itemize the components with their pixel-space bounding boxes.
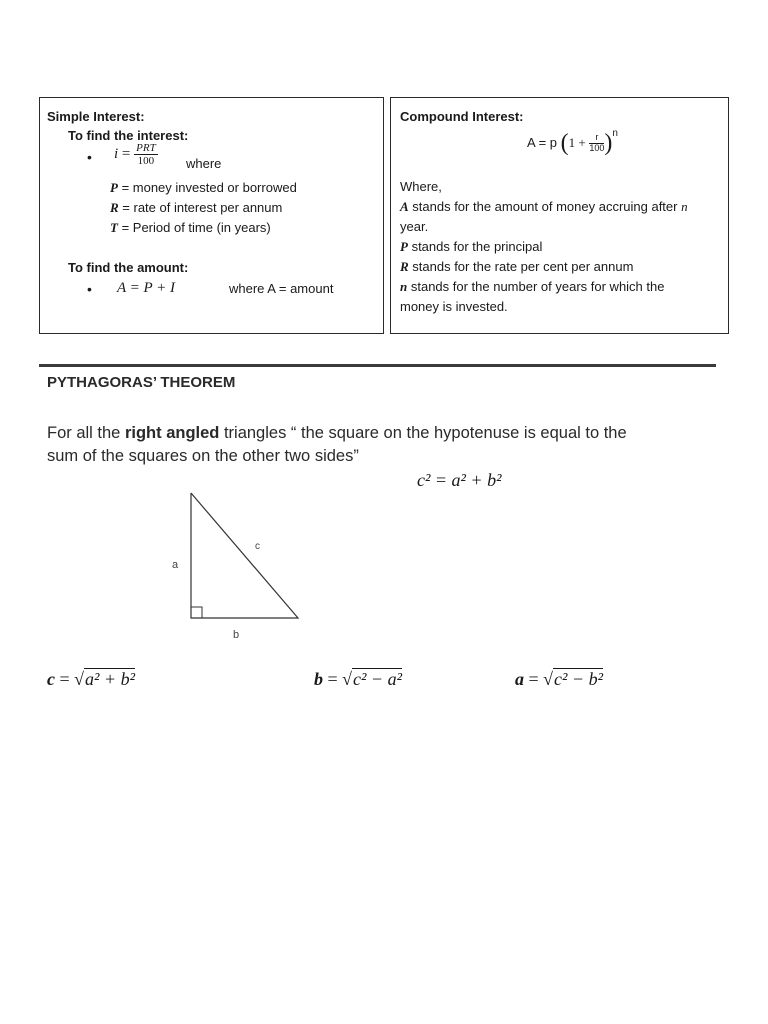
pythagoras-para-line1 <box>47 424 627 443</box>
side-label-a: a <box>172 559 179 571</box>
find-interest-heading: To find the interest: <box>68 128 189 143</box>
compound-p-desc: stands for the principal <box>407 239 543 254</box>
formula-fraction <box>134 142 158 167</box>
compound-r-desc: stands for the rate per cent per annum <box>408 259 634 274</box>
compound-one: 1 + <box>568 135 586 150</box>
formula-i: i <box>114 146 119 163</box>
compound-line-year: year. <box>400 219 429 234</box>
var-r <box>110 200 282 216</box>
pythagoras-para-line2: sum of the squares on the other two sides” <box>47 447 359 465</box>
section-divider <box>39 364 716 367</box>
compound-where: Where, <box>400 179 442 194</box>
var-p-symbol: P <box>110 180 118 195</box>
pythagoras-main-formula: c² = a² + b² <box>417 470 502 490</box>
bullet-dot-2: • <box>87 281 92 297</box>
compound-exponent: n <box>612 127 618 139</box>
formula-c <box>47 669 135 690</box>
where-label: where <box>186 156 222 171</box>
formula-b-lhs: b <box>314 669 323 689</box>
compound-a-symbol: A <box>400 199 409 214</box>
compound-p-symbol: P <box>400 239 408 254</box>
right-triangle-diagram <box>160 485 320 655</box>
formula-a <box>515 669 603 690</box>
paren-open: ( <box>560 130 569 156</box>
para1-end: triangles “ the square on the hypotenuse is equal to the <box>219 424 627 442</box>
formula-b-eq: = √ <box>323 669 353 689</box>
paren-close: ) <box>604 130 613 156</box>
para1-bold: right angled <box>124 424 220 442</box>
compound-fraction-num: r <box>589 133 604 144</box>
side-label-b: b <box>233 629 240 641</box>
compound-fraction <box>589 133 604 154</box>
var-t <box>110 220 271 236</box>
formula-eq: = <box>121 146 131 163</box>
compound-line-invested: money is invested. <box>400 299 508 314</box>
compound-interest-title: Compound Interest: <box>400 109 524 124</box>
pythagoras-heading: PYTHAGORAS’ THEOREM <box>47 374 236 391</box>
formula-c-radicand: a² + b² <box>85 669 135 689</box>
interest-formula <box>114 142 158 167</box>
triangle-outline <box>191 493 298 618</box>
compound-line-a <box>400 199 688 215</box>
compound-lhs: A = p <box>527 135 557 150</box>
amount-formula: A = P + I <box>117 280 176 296</box>
formula-b-radicand: c² − a² <box>353 669 402 689</box>
var-r-symbol: R <box>110 200 119 215</box>
compound-n-symbol: n <box>400 279 408 294</box>
var-r-desc: = rate of interest per annum <box>118 200 283 215</box>
formula-a-radicand: c² − b² <box>554 669 603 689</box>
simple-interest-title: Simple Interest: <box>47 109 145 124</box>
formula-b <box>314 669 402 690</box>
var-p-desc: = money invested or borrowed <box>117 180 297 195</box>
fraction-denominator: 100 <box>137 155 155 168</box>
compound-formula <box>527 127 618 157</box>
var-t-symbol: T <box>110 220 118 235</box>
amount-where: where A = amount <box>229 281 334 296</box>
right-angle-marker <box>191 607 202 618</box>
fraction-numerator: PRT <box>136 142 156 154</box>
side-label-c: c <box>255 541 260 552</box>
compound-a-tail: n <box>681 199 688 214</box>
formula-c-eq: = √ <box>55 669 85 689</box>
var-t-desc: = Period of time (in years) <box>117 220 271 235</box>
formula-a-eq: = √ <box>524 669 554 689</box>
compound-line-n <box>400 279 664 295</box>
formula-c-lhs: c <box>47 669 55 689</box>
para1-start: For all the <box>47 424 125 442</box>
compound-n-desc: stands for the number of years for which the <box>407 279 665 294</box>
compound-r-symbol: R <box>400 259 409 274</box>
formula-a-lhs: a <box>515 669 524 689</box>
bullet-dot: • <box>87 149 92 165</box>
find-amount-heading: To find the amount: <box>68 260 189 275</box>
compound-a-desc: stands for the amount of money accruing after <box>408 199 682 214</box>
compound-fraction-den: 100 <box>589 143 605 154</box>
compound-line-p <box>400 239 542 255</box>
compound-line-r <box>400 259 633 275</box>
var-p <box>110 180 297 196</box>
